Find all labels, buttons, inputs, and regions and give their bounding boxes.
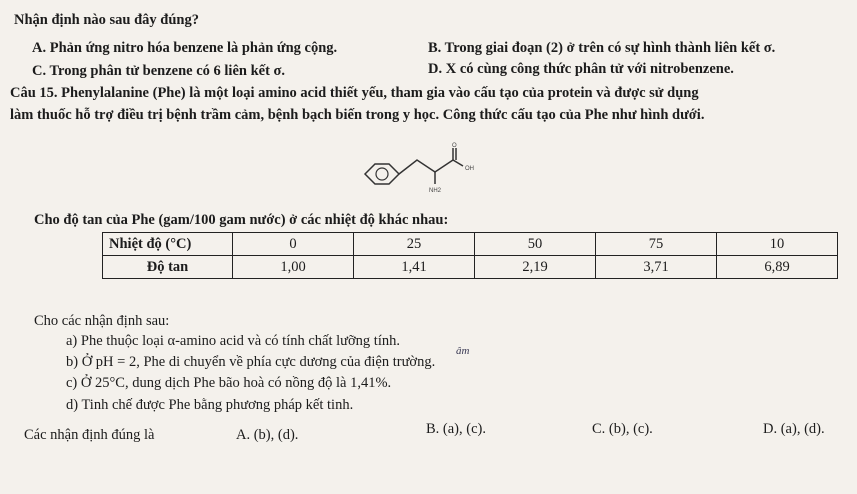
statement-c: c) Ở 25°C, dung dịch Phe bão hoà có nồng độ là 1,41%. <box>66 375 392 391</box>
hydroxyl-bond <box>453 160 463 166</box>
q15-text-line1 <box>10 84 699 102</box>
solubility-header: Độ tan <box>103 256 233 279</box>
q14-option-b: B. Trong giai đoạn (2) ở trên có sự hình thành liên kết σ. <box>428 40 776 56</box>
side-chain <box>399 160 453 174</box>
q14-option-d: D. X có cùng công thức phân tử với nitrobenzene. <box>428 61 734 77</box>
amine-label: NH2 <box>429 188 442 194</box>
q15-intro-text: Phenylalanine (Phe) là một loại amino acid thiết yếu, tham gia vào cấu tạo của protein và được sử dụng <box>61 85 699 101</box>
table-cell: 1,41 <box>354 256 475 279</box>
statement-a: a) Phe thuộc loại α-amino acid và có tính chất lưỡng tính. <box>66 333 400 349</box>
handwritten-note: âm <box>456 345 470 357</box>
statement-d: d) Tinh chế được Phe bằng phương pháp kết tinh. <box>66 397 354 413</box>
benzene-inner-circle <box>376 168 388 180</box>
q15-label: Câu 15. <box>10 85 58 101</box>
table-cell: 6,89 <box>717 256 838 279</box>
statements-intro: Cho các nhận định sau: <box>34 313 170 329</box>
temperature-row <box>103 233 838 256</box>
table-cell: 1,00 <box>233 256 354 279</box>
table-cell: 0 <box>233 233 354 256</box>
hydroxyl-label: OH <box>465 166 474 172</box>
solubility-row <box>103 256 838 279</box>
answer-option-a[interactable]: A. (b), (d). <box>236 427 299 443</box>
table-cell: 10 <box>717 233 838 256</box>
solubility-table <box>102 232 838 279</box>
table-cell: 3,71 <box>596 256 717 279</box>
table-cell: 2,19 <box>475 256 596 279</box>
table-cell: 25 <box>354 233 475 256</box>
table-cell: 75 <box>596 233 717 256</box>
answer-option-d[interactable]: D. (a), (d). <box>763 421 825 437</box>
q15-text-line2: làm thuốc hỗ trợ điều trị bệnh trầm cảm, bệnh bạch biến trong y học. Công thức cấu tạo của Phe như hình dưới. <box>10 107 705 123</box>
answer-option-c[interactable]: C. (b), (c). <box>592 421 653 437</box>
answer-prompt: Các nhận định đúng là <box>24 427 155 443</box>
oxygen-label: O <box>452 143 457 149</box>
q14-option-a: A. Phản ứng nitro hóa benzene là phản ứng cộng. <box>32 40 338 56</box>
q14-option-c: C. Trong phân tử benzene có 6 liên kết σ. <box>32 63 286 79</box>
phenylalanine-structure <box>355 140 495 200</box>
statement-b: b) Ở pH = 2, Phe di chuyển về phía cực dương của điện trường. <box>66 354 436 370</box>
benzene-ring <box>365 164 399 184</box>
solubility-intro: Cho độ tan của Phe (gam/100 gam nước) ở các nhiệt độ khác nhau: <box>34 212 449 228</box>
question-prompt: Nhận định nào sau đây đúng? <box>14 12 199 28</box>
table-cell: 50 <box>475 233 596 256</box>
answer-option-b[interactable]: B. (a), (c). <box>426 421 486 437</box>
temperature-header: Nhiệt độ (°C) <box>103 233 233 256</box>
